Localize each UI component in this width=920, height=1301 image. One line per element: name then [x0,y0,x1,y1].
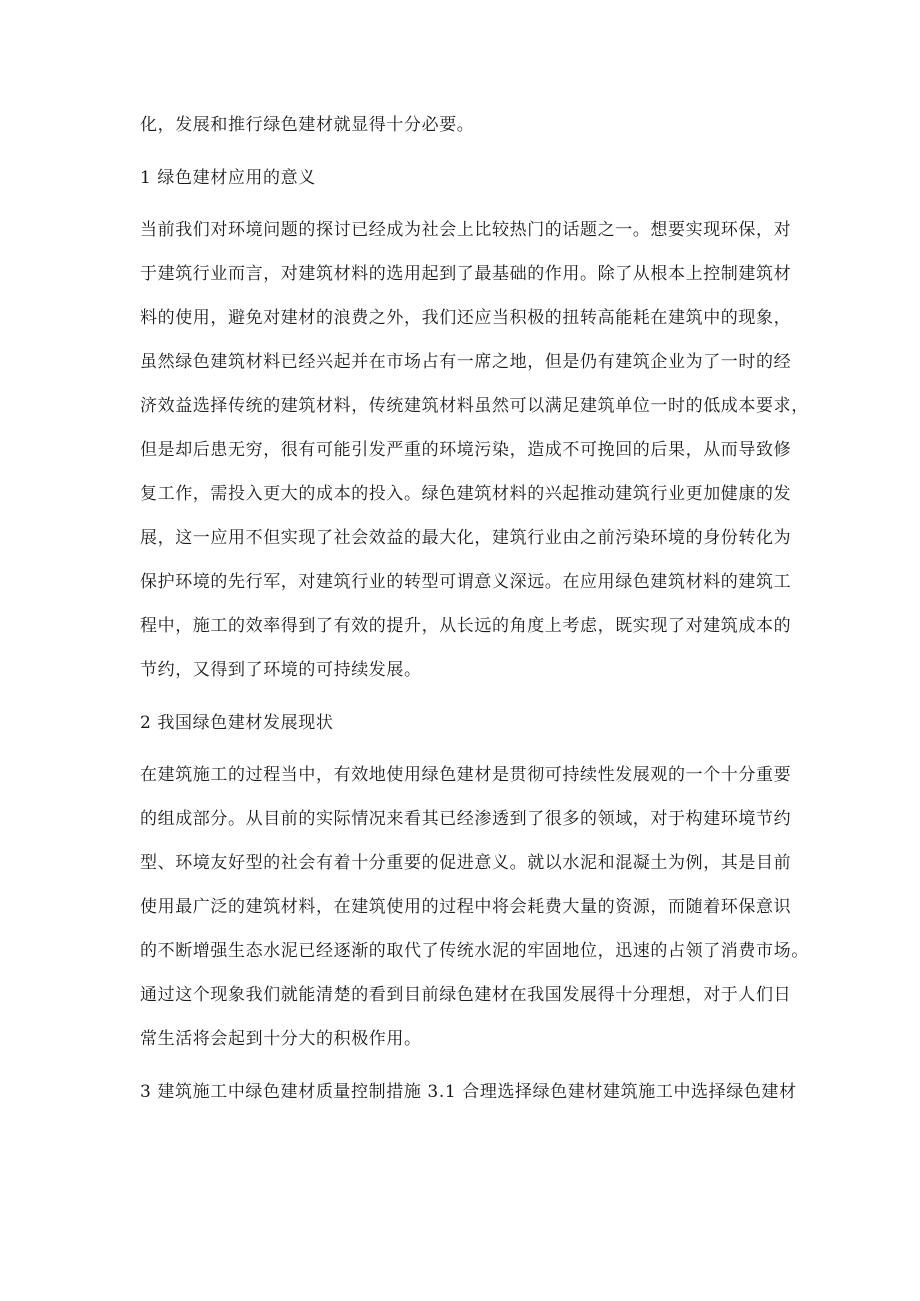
section-1-text-line: 复工作，需投入更大的成本的投入。绿色建筑材料的兴起推动建筑行业更加健康的发 [140,484,792,504]
section-1-text-line: 当前我们对环境问题的探讨已经成为社会上比较热门的话题之一。想要实现环保，对 [140,220,792,240]
section-1-text-line: 于建筑行业而言，对建筑材料的选用起到了最基础的作用。除了从根本上控制建筑材 [140,264,792,284]
section-2-text-line: 的组成部分。从目前的实际情况来看其已经渗透到了很多的领域，对于构建环境节约 [140,809,792,829]
section-1-text-line: 但是却后患无穷，很有可能引发严重的环境污染，造成不可挽回的后果，从而导致修 [140,440,792,460]
section-1-text-line: 保护环境的先行军，对建筑行业的转型可谓意义深远。在应用绿色建筑材料的建筑工 [140,572,792,592]
section-1-text-line: 程中，施工的效率得到了有效的提升，从长远的角度上考虑，既实现了对建筑成本的 [140,616,792,636]
section-1-text-line: 展，这一应用不但实现了社会效益的最大化，建筑行业由之前污染环境的身份转化为 [140,528,792,548]
section-1-text-line: 节约，又得到了环境的可持续发展。 [140,660,422,680]
section-2-text-line: 的不断增强生态水泥已经逐渐的取代了传统水泥的牢固地位，迅速的占领了消费市场。 [140,941,809,961]
section-1-text-line: 虽然绿色建筑材料已经兴起并在市场占有一席之地，但是仍有建筑企业为了一时的经 [140,352,792,372]
section-2-text-line: 通过这个现象我们就能清楚的看到目前绿色建材在我国发展得十分理想，对于人们日 [140,985,792,1005]
section-1-text-line: 济效益选择传统的建筑材料，传统建筑材料虽然可以满足建筑单位一时的低成本要求， [140,396,809,416]
section-2-text-line: 型、环境友好型的社会有着十分重要的促进意义。就以水泥和混凝土为例，其是目前 [140,853,792,873]
section-2-text-line: 在建筑施工的过程当中，有效地使用绿色建材是贯彻可持续性发展观的一个十分重要 [140,765,792,785]
section-3-heading: 3 建筑施工中绿色建材质量控制措施 3.1 合理选择绿色建材建筑施工中选择绿色建材 [140,1082,797,1102]
section-2-text-line: 常生活将会起到十分大的积极作用。 [140,1029,422,1049]
section-1-heading: 1 绿色建材应用的意义 [140,168,316,188]
section-2-heading: 2 我国绿色建材发展现状 [140,713,334,733]
section-2-text-line: 使用最广泛的建筑材料，在建筑使用的过程中将会耗费大量的资源，而随着环保意识 [140,897,792,917]
section-1-text-line: 料的使用，避免对建材的浪费之外，我们还应当积极的扭转高能耗在建筑中的现象， [140,308,792,328]
intro-text-line: 化，发展和推行绿色建材就显得十分必要。 [140,115,475,135]
